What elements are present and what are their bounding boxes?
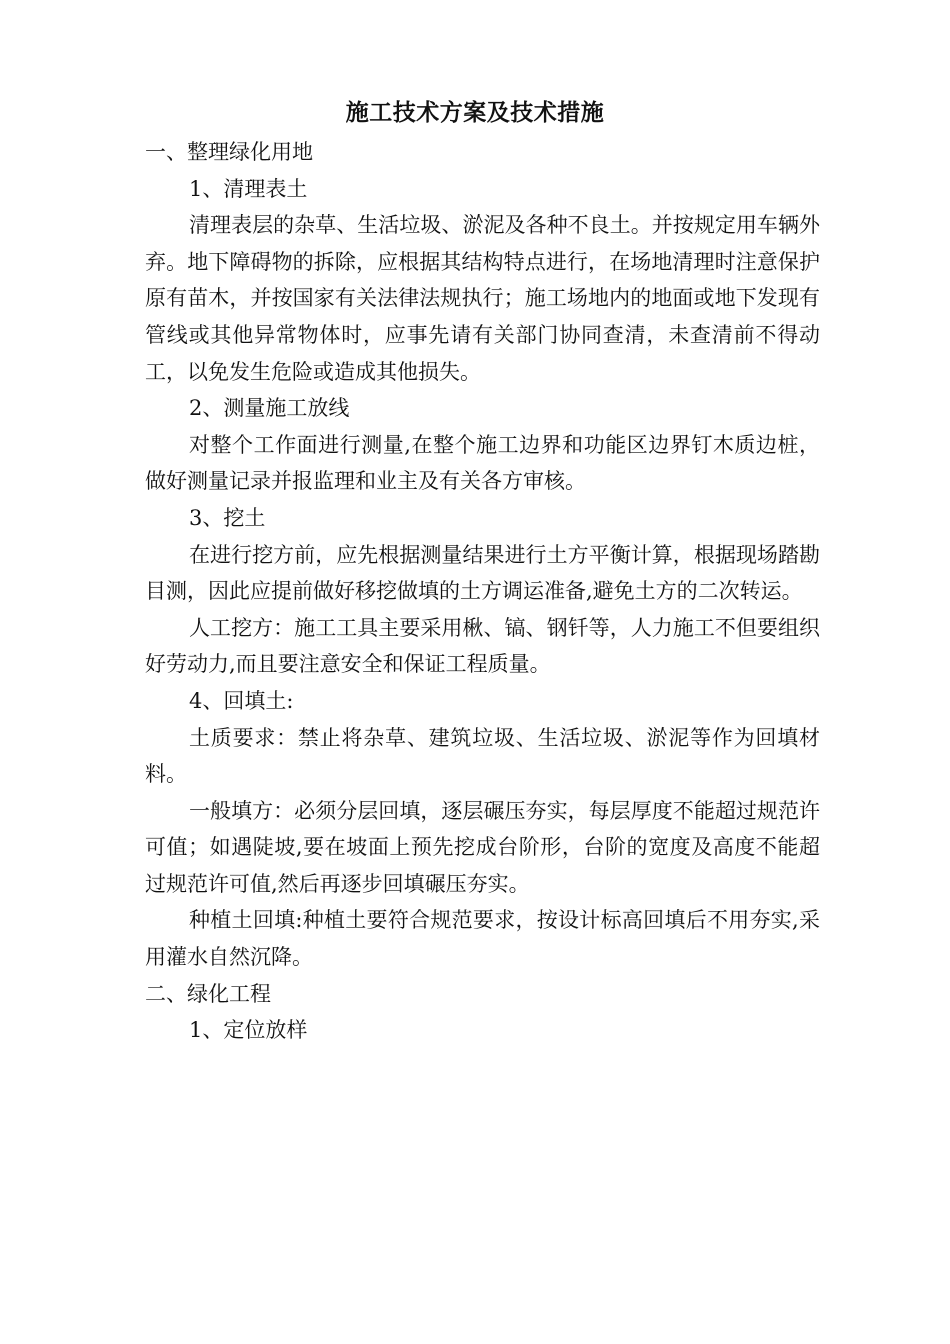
paragraph-planting-soil-fill: 种植土回填:种植土要符合规范要求，按设计标高回填后不用夯实,采用灌水自然沉降。 bbox=[145, 908, 820, 970]
section-heading-1: 一、整理绿化用地 bbox=[145, 140, 313, 164]
section-heading-2: 二、绿化工程 bbox=[145, 981, 271, 1006]
paragraph-survey-layout: 对整个工作面进行测量,在整个施工边界和功能区边界钉木质边桩，做好测量记录并报监理和业主及有关各方审核。 bbox=[145, 432, 820, 494]
paragraph-excavation: 在进行挖方前，应先根据测量结果进行土方平衡计算，根据现场踏勘目测，因此应提前做好移挖做填的土方调运准备,避免土方的二次转运。 bbox=[145, 542, 820, 604]
subsection-heading-survey-layout: 2、测量施工放线 bbox=[189, 396, 350, 421]
paragraph-general-fill: 一般填方：必须分层回填，逐层碾压夯实，每层厚度不能超过规范许可值；如遇陡坡,要在坡面上预先挖成台阶形，台阶的宽度及高度不能超过规范许可值,然后再逐步回填碾压夯实。 bbox=[145, 798, 820, 896]
document-title: 施工技术方案及技术措施 bbox=[345, 99, 605, 126]
subsection-heading-positioning: 1、定位放样 bbox=[189, 1018, 308, 1043]
subsection-heading-excavation: 3、挖土 bbox=[189, 505, 266, 530]
subsection-heading-backfill: 4、回填土: bbox=[189, 688, 294, 713]
document-body bbox=[145, 134, 820, 1049]
paragraph-manual-excavation: 人工挖方：施工工具主要采用楸、镐、钢钎等，人力施工不但要组织好劳动力,而且要注意安全和保证工程质量。 bbox=[145, 615, 820, 677]
paragraph-soil-requirements: 土质要求：禁止将杂草、建筑垃圾、生活垃圾、淤泥等作为回填材料。 bbox=[145, 725, 820, 787]
subsection-heading-clear-topsoil: 1、清理表土 bbox=[189, 176, 308, 201]
paragraph-clear-topsoil: 清理表层的杂草、生活垃圾、淤泥及各种不良土。并按规定用车辆外弃。地下障碍物的拆除，应根据其结构特点进行，在场地清理时注意保护原有苗木，并按国家有关法律法规执行；施工场地内的地面或地下发现有管线或其他异常物体时，应事先请有关部门协同查清，未查清前不得动工，以免发生危险或造成其他损失。 bbox=[145, 213, 820, 384]
